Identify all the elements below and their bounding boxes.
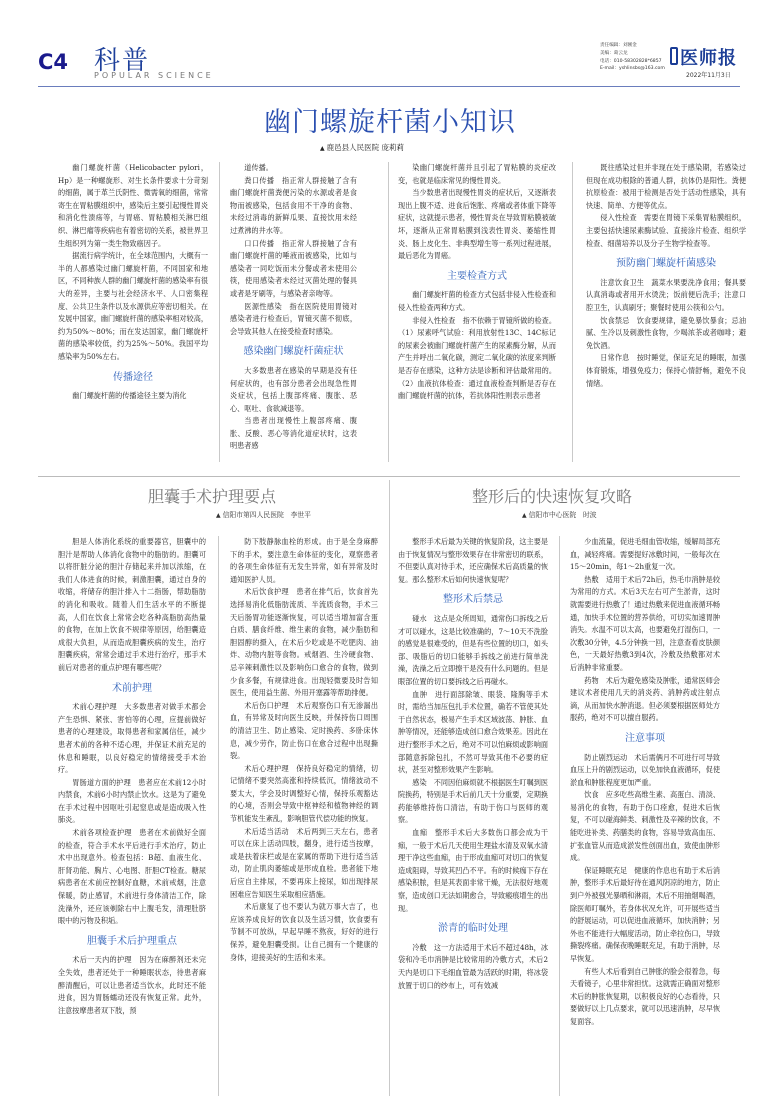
article-byline [522,509,597,519]
article-divider [38,476,740,477]
article-column [398,536,548,992]
triangle-icon: ▲ [522,512,527,519]
article-column [58,162,208,403]
paragraph: 注意饮食卫生 蔬菜水果要洗净食用；餐具要认真消毒或者用开水烫洗；饭前便后洗手；注意口腔卫生，认真刷牙；聚餐时使用公筷和公勺。 [586,277,746,312]
paragraph: 术前各项检查护理 患者在术前做好全面的检查，符合手术水平后进行手术治疗，防止术中出现意外。检查包括：B超、血液生化、肝肾功能、胸片、心电图、肝胆CT检查。糖尿病患者在术前应控制好血糖，术前戒烟，注意保暖，防止感冒，术前进行身体清洁工作，除洗澡外，还应该剃除右中上腹毛发，清理肚脐眼中的污物及积垢。 [58,828,206,926]
paragraph: 血肿 进行面部除皱、眼袋、隆胸等手术时，需给当加压包扎手术位置，确若不管使其处于自然状态，极易产生手术区域波荡、肿胀、血肿等情况，还能够造成创口愈合效果差。因此在进行整形手术之后，绝对不可以怕麻烦或影响面部随意拆除包扎，不然可导致其他不必要的症状，甚至对整形效果产生影响。 [398,689,548,775]
paragraph: 术后伤口护理 术后观察伤口有无渗漏出血，有异常及时向医生反映，并保持伤口周围的清洁卫生、防止感染、定时换药、多卧床休息，减少劳作，防止伤口在愈合过程中出现撕裂。 [230,700,378,761]
editor-info [600,42,665,73]
paragraph: 碰水 这点是众所周知，通常伤口拆线之后才可以碰水，这是比较准确的，7～10天不洗脸的感觉是很难受的，但是有些位置的切口，如头部、吸脂后的切口能够手拆线之前进行简单洗澡，洗澡之后立即擦干是没有什么问题的。但是眼部位置的切口要拆线之后再碰水。 [398,613,548,686]
article-column [570,536,720,1029]
column-divider [388,162,389,462]
paragraph: 既往感染过但并非现在处于感染期，若感染过但现在成功根除的普通人群，抗体仍是阳性。粪便抗原检查：被用于检测是否处于活动性感染，具有快速、简单、方便等优点。 [586,163,746,210]
paragraph: 非侵入性检查 指不依赖于胃镜所做的检查。（1）尿素呼气试验：利用放射性13C、14C标记的尿素会被幽门螺旋杆菌产生的尿素酶分解，从而产生并呼出二氧化碳，测定二氧化碳的浓度来判断是否存在感染，这种方法是诊断和评估最常用的。（2）血液抗体检查：通过血液检查判断是否存在幽门螺旋杆菌的抗体，若抗体阳性则表示患者 [398,315,556,401]
paragraph: 整形手术后最为关键的恢复阶段，这主要是由于恢复情况与整形效果存在非常密切的联系，不但要认真对待手术，还应确保术后高质量的恢复。那么整形术后如何快速恢复呢？ [398,537,548,584]
byline-text: 鹿邑县人民医院 庞莉莉 [326,143,405,152]
paragraph: 道传播。 [244,163,273,172]
section-heading: 传播途径 [113,371,153,383]
newspaper-logo: 医师报 [680,48,737,69]
article-column [230,536,378,964]
article-column [58,536,206,1017]
paragraph: 幽门螺旋杆菌的传播途径主要为消化 [72,391,187,401]
paragraph: 热敷 适用于术后72h后，热毛巾消肿是较为常用的方式。术后3天左右可产生淤青，这时就需要进行热敷了！通过热敷来促进血液循环畅通，加快手术位置的营养供给，可切实加速胃肿消失。水温不可以太高，也要避免打湿伤口，一次敷30分钟，4.5分钟换一回，注意查看皮肤颜色，一天最好热敷3到4次，冷敷及热敷都对术后消肿非常重要。 [570,574,720,672]
issue-date: 2022年11月3日 [686,72,731,79]
paragraph: 术后适当活动 术后两到三天左右，患者可以在床上活动四肢，翻身，进行适当按摩，或是扶着床栏或是在家属的帮助下进行适当活动，防止肌肉萎缩或是形成血栓。患者能下地后应自主排尿，不要再床上接尿，如出现排尿困难应告知医生采取相应措施。 [230,826,378,899]
paragraph: 胃肠道方面的护理 患者应在术前12小时内禁食，术前6小时内禁止饮水。这是为了避免在手术过程中因呕吐引起窒息或是造成吸入性肺炎。 [58,777,206,825]
paragraph: 有些人术后看到自己肿胀的脸会很着急，每天看镜子，心里非常担忧。这就需正确面对整形术后的肿胀恢复期，以积极良好的心态看待，只要做好以上几点要求，就可以迅速消肿，尽早恢复面容。 [570,966,720,1026]
byline-text: 信阳市中心医院 时波 [528,511,597,519]
column-divider [218,536,219,1096]
logo-icon [670,47,678,65]
article-column [398,162,556,403]
paragraph: 饮食禁忌 饮食要规律，避免暴饮暴食；忌油腻、生冷以及刺激性食物，少喝浓茶或者咖啡；避免饮酒。 [586,315,746,350]
paragraph: 术前心理护理 大多数患者对做手术都会产生恐惧、紧张、害怕等的心理，应提前做好患者的心理建设，取得患者和家属信任，减少患者术前的各种不适心理，并保证术前充足的休息和睡眠，以良好稳定的情绪接受手术治疗。 [58,702,206,775]
paragraph: 术后饮食护理 患者在排气后，饮食首先选择易消化低脂肪流质、半流质食物，手术三天后肠胃功能逐渐恢复，可以适当增加富含蛋白质、膳食纤维、维生素的食物，减少脂肪和胆固醇的摄入，在术后少吃或是不吃肥肉、油炸、动物内脏等食物。戒烟酒、生冷硬食物、忌辛辣刺激性以及影响伤口愈合的食物，做到少食多餐，有规律进食。出现轻微要及时告知医生，使用益生菌、外用开塞露等帮助排便。 [230,587,378,698]
paragraph: 冷敷 这一方法适用于术后不超过48h，冰袋和冷毛巾消肿是比较常用的冷敷方式，术后2天内是切口下毛细血管最为活跃的时期，将冰袋放置于切口的纱布上，可有效减 [398,942,548,990]
article-byline [216,509,311,519]
column-divider [572,162,573,462]
article-column [230,162,357,453]
column-divider [389,480,390,1096]
paragraph: 血痂 整形手术后大多数伤口都会成为干痂，一般于术后几天使用生理盐水清及双氧水清理干净这些血痂，由于形成血痂可对切口的恢复造成阻碍，导致其凹凸不平。有的时候痂下存在感染积脓，但是其表面非常干燥，无法很好地观察，造成创口无法如期愈合，导致瘢痕增生的出现。 [398,828,548,913]
paragraph: 防止剧烈运动 术后需俩月不可进行可导致血压上升的剧烈运动，以免加快血液循环，促使淤血和肿胀程度更加严重。 [570,752,720,787]
paragraph: 保证睡眠充足 健康的作息也有助于术后消肿，整形手术后最好待在通风阴凉的地方，防止到户外被强光暴晒和淋雨，术后不用抽烟喝酒，除医师叮嘱外，若身体状况允许，可开展些适当的舒展运动，可以促进血液循环，加快消肿；另外也不能进行大幅度活动，防止牵拉伤口，导致撕裂疼痛。确保夜晚睡眠充足，有助于消肿，尽早恢复。 [570,865,720,963]
page-number: C4 [38,50,69,74]
article-column [586,162,746,390]
section-heading: 术前护理 [112,682,152,694]
byline-text: 信阳市第四人民医院 李世平 [222,511,311,519]
paragraph: 粪口传播 指正常人群接触了含有幽门螺旋杆菌粪便污染的水源或者是食物而被感染，包括食用不干净的食物、未经过消毒的新鲜瓜果、直接饮用未经过煮沸的井水等。 [230,175,357,235]
section-heading: 整形术后禁忌 [443,594,503,606]
paragraph: 日常作息 按时睡觉，保证充足的睡眠，加强体育锻炼，增强免疫力；保持心情舒畅，避免不良情绪。 [586,353,746,388]
triangle-icon: ▲ [320,145,325,152]
section-heading: 预防幽门螺旋杆菌感染 [616,258,716,270]
paragraph: 大多数患者在感染的早期是没有任何症状的，也有部分患者会出现急性胃炎症状，包括上腹部疼痛、腹胀、恶心、呕吐、食欲减退等。 [230,365,357,413]
paragraph: 术后康复了也不要认为就万事大吉了，也应该养成良好的饮食以及生活习惯，饮食要有节制不可放纵，早起早睡不熬夜，好好的进行保养，避免胆囊受损。让自己拥有一个健康的身体，迎接美好的生活和未来。 [230,902,378,962]
editor-line: E-mail：yshlinsbs@163.com [600,66,665,72]
paragraph: 侵入性检查 需要在胃镜下采集胃粘膜组织，主要包括快速尿素酶试验、直接涂片检查、组织学检查、细菌培养以及分子生物学检查等。 [586,213,746,248]
paragraph: 术后一天内的护理 因为在麻醉剂还未完全失效，患者还处于一种睡眠状态，待患者麻醉清醒后，可以让患者适当饮水，此时还不能进食，因为胃肠蠕动还没有恢复正常。此外，注意按摩患者双下肢，预 [58,955,206,1015]
article-title: 胆囊手术护理要点 [148,487,277,506]
section-heading: 胆囊手术后护理重点 [87,935,177,947]
section-heading: 主要检查方式 [447,270,507,282]
article-title: 整形后的快速恢复攻略 [472,487,633,506]
paragraph: 口口传播 指正常人群接触了含有幽门螺旋杆菌的唾液而被感染，比如与感染者一同吃饭而未分餐或者未使用公筷，使用感染者未经过灭菌处理的餐具或者是牙刷等，与感染者亲吻等。 [230,238,357,298]
paragraph: 防下肢静脉血栓的形成。由于是全身麻醉下的手术，要注意生命体征的变化，观察患者的各项生命体征有无发生异常，如有异常及时通知医护人员。 [230,537,378,584]
paragraph: 当少数患者出现慢性胃炎的症状后，又逐渐表现出上腹不适、进食后饱胀、疼痛或者体重下降等症状，这就提示患者，慢性胃炎在导致胃粘膜被破坏，逐渐从正常胃粘膜到浅表性胃炎、萎缩性胃炎、肠上皮化生、非典型增生等一系列过程进展，最后恶化为胃癌。 [398,188,556,261]
header-rule [38,86,740,87]
paragraph: 据流行病学统计，在全球范围内，大概有一半的人都感染过幽门螺旋杆菌，不同国家和地区，不同种族人群的幽门螺旋杆菌的感染率有很大的差异，主要与社会经济水平、人口密集程度、公共卫生条件以及水源供应等密切相关。在发展中国家，幽门螺旋杆菌的感染率相对较高，约为50%～80%；而在发达国家，幽门螺旋杆菌的感染率较低，约为25%～50%。我国平均感染率为50%左右。 [58,251,208,361]
editor-line: 美编：葛云龙 [600,50,628,56]
paragraph: 饮食 应多吃些高维生素、高蛋白、清淡、易消化的食物，有助于伤口痊愈，促进术后恢复，不可以碰海鲜类、刺激性及辛辣的饮食，不能吃进补类、药膳类的食物，容易导致高血压、扩张血管从而造成淤发性创面出血，致使血肿形成。 [570,790,720,863]
section-title: 科普 [94,46,151,76]
article-byline [320,142,404,153]
paragraph: 染幽门螺旋杆菌并且引起了胃粘膜的炎症改变，也就是临床常见的慢性胃炎。 [398,163,556,185]
column-divider [219,162,220,462]
section-heading: 注意事项 [625,732,665,744]
triangle-icon: ▲ [216,512,221,519]
column-divider [559,536,560,1096]
paragraph: 少血流量，促进毛细血管收缩，缓解局部充血，减轻疼痛。需要提好冰敷时间，一般每次在15～20min，每1～2h重复一次。 [570,537,720,572]
section-heading: 感染幽门螺旋杆菌症状 [243,346,344,358]
paragraph: 胆是人体消化系统的重要器官，胆囊中的胆汁是帮助人体消化食物中的脂肪的。胆囊可以将肝脏分泌的胆汁存储起来并加以浓缩，在我们人体进食的时候，刺激胆囊，通过自身的收缩，将储存的胆汁排入十二指肠，帮助脂肪的消化和吸收。随着人们生活水平的不断提高，人们在饮食上常常会吃各种高脂肪高热量的食物，在加上饮食不规律等原因，给胆囊造成很大负担，从而造成胆囊疾病的发生，治疗胆囊疾病，常常会通过手术进行治疗，那手术前后对患者的重点护理有哪些呢？ [58,537,206,672]
section-heading: 淤青的临时处理 [438,923,508,935]
article-title: 幽门螺旋杆菌小知识 [264,107,516,138]
paragraph: 感染 不同因伯麻烦就不根据医生叮嘱到医院换药，特别是手术后前几天十分重要，定期换药能够维持伤口清洁，有助于伤口与医师的观察。 [398,777,548,825]
paragraph: 药物 术后为避免感染及肿胀，通常医师会建议术者使用几天的消炎药、消肿药或注射点滴，从而加快水肿消退。但必须要根据医师处方服药，绝对不可以擅自服药。 [570,675,720,723]
section-subtitle: POPULAR SCIENCE [94,71,214,80]
paragraph: 医源性感染 指在医院使用胃镜对感染者进行检查后，胃镜灭菌不彻底，会导致其他人在接受检查时感染。 [230,301,357,336]
page-header [0,0,780,92]
paragraph: 幽门螺旋杆菌（Helicobacter pylori，Hp）是一种螺旋形、对生长条件要求十分苛刻的细菌，属于革兰氏阴性、微需氧的细菌，常常寄生在胃粘膜组织中，感染后主要引起慢性胃炎和消化性溃疡等，与胃癌、胃粘膜相关淋巴组织、淋巴瘤等疾病也有着密切的关系，被世界卫生组织列为第一类生物致癌因子。 [58,163,208,248]
editor-line: 责任编辑：刘刚金 [600,43,637,48]
paragraph: 幽门螺旋杆菌的检查方式包括非侵入性检查和侵入性检查两种方式。 [398,290,556,312]
paragraph: 当患者出现慢性上腹部疼痛、腹胀、反酸、恶心等消化道症状时，这表明患者感 [230,416,357,451]
paragraph: 术后心理护理 保持良好稳定的情绪，切记情绪不要突然高涨和持续低沉，情绪波动不要太大，学会及时调整好心情，保持乐观豁达的心境，否则会导致中枢神经和植物神经的调节机能发生紊乱，影响胆管代偿功能的恢复。 [230,763,378,824]
editor-line: 电话：010-58302828*6857 [600,58,662,64]
